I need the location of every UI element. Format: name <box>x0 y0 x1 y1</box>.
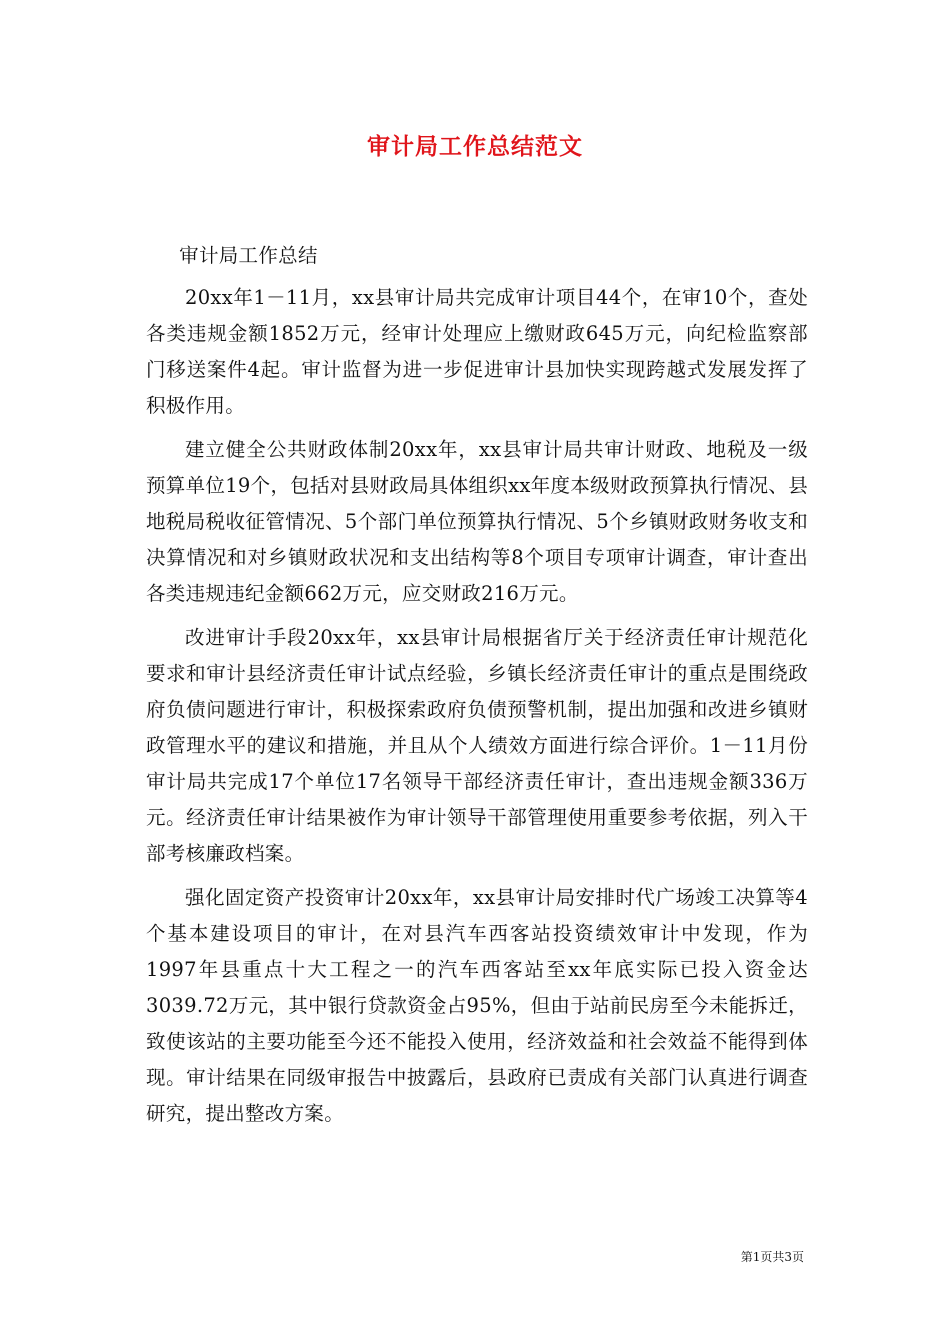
paragraph-summary: 20xx年1－11月，xx县审计局共完成审计项目44个，在审10个，查处各类违规金额1852万元，经审计处理应上缴财政645万元，向纪检监察部门移送案件4起。审计监督为进一步促进审计县加快实现跨越式发展发挥了积极作用。 <box>146 286 808 417</box>
document-body <box>146 238 808 1140</box>
page-number: 第1页共3页 <box>740 1250 804 1264</box>
document-title: 审计局工作总结范文 <box>367 133 583 160</box>
paragraph-public-finance: 建立健全公共财政体制20xx年，xx县审计局共审计财政、地税及一级预算单位19个，包括对县财政局具体组织xx年度本级财政预算执行情况、县地税局税收征管情况、5个部门单位预算执行情况、5个乡镇财政财务收支和决算情况和对乡镇财政状况和支出结构等8个项目专项审计调查，审计查出各类违规违纪金额662万元，应交财政216万元。 <box>146 438 808 605</box>
paragraph-audit-methods: 改进审计手段20xx年，xx县审计局根据省厅关于经济责任审计规范化要求和审计县经济责任审计试点经验，乡镇长经济责任审计的重点是围绕政府负债问题进行审计，积极探索政府负债预警机制，提出加强和改进乡镇财政管理水平的建议和措施，并且从个人绩效方面进行综合评价。1－11月份审计局共完成17个单位17名领导干部经济责任审计，查出违规金额336万元。经济责任审计结果被作为审计领导干部管理使用重要参考依据，列入干部考核廉政档案。 <box>146 626 808 865</box>
paragraph-fixed-asset-audit: 强化固定资产投资审计20xx年，xx县审计局安排时代广场竣工决算等4个基本建设项目的审计，在对县汽车西客站投资绩效审计中发现，作为1997年县重点十大工程之一的汽车西客站至xx年底实际已投入资金达3039.72万元，其中银行贷款资金占95%，但由于站前民房至今未能拆迁，致使该站的主要功能至今还不能投入使用，经济效益和社会效益不能得到体现。审计结果在同级审报告中披露后，县政府已责成有关部门认真进行调查研究，提出整改方案。 <box>146 886 808 1125</box>
section-heading: 审计局工作总结 <box>179 244 318 267</box>
